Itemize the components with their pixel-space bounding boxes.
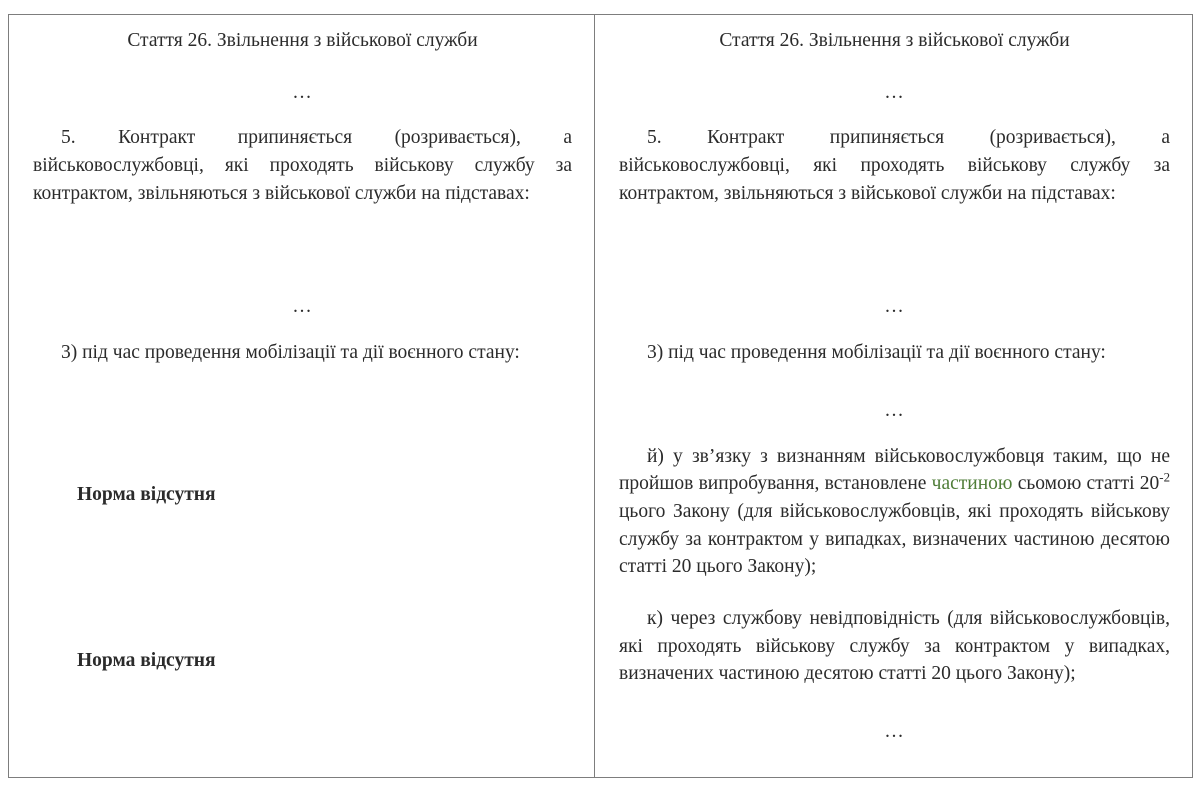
current-wording-content	[9, 15, 594, 777]
spacer	[33, 509, 572, 595]
left-norm-absent-1: Норма відсутня	[77, 483, 216, 505]
right-ellipsis-4: …	[884, 721, 905, 742]
spacer	[33, 207, 572, 293]
spacer	[619, 207, 1170, 293]
spacer	[619, 425, 1170, 443]
item-y-text-after-link-2: цього Закону (для військовослужбовців, які проходять військову службу за контрактом у випадках, визначених частиною десятою статті 20 цього Закону);	[619, 500, 1170, 578]
right-ellipsis-1: …	[884, 81, 905, 103]
spacer	[33, 106, 572, 124]
spacer	[33, 367, 572, 441]
right-ellipsis-2: …	[884, 296, 905, 318]
proposed-wording-content	[595, 15, 1192, 777]
right-item-k: к) через службову невідповідність (для військовослужбовців, які проходять військову службу за контрактом у випадках, визначених частиною десятою статті 20 цього Закону);	[619, 607, 1170, 685]
spacer	[619, 688, 1170, 718]
table-row	[9, 15, 1193, 778]
right-paragraph-5: 5. Контракт припиняється (розривається), а військовослужбовці, які проходять військову службу за контрактом, звільняються з військової служби на підставах:	[619, 127, 1170, 204]
spacer	[33, 321, 572, 339]
left-norm-absent-2: Норма відсутня	[77, 649, 216, 671]
item-y-text-after-link-1: сьомою статті 20	[1012, 473, 1160, 495]
table-cell-proposed-wording	[595, 15, 1193, 778]
left-ellipsis-2: …	[292, 296, 313, 318]
right-paragraph-3: 3) під час проведення мобілізації та дії воєнного стану:	[647, 342, 1106, 364]
spacer	[33, 441, 572, 481]
left-paragraph-3: 3) під час проведення мобілізації та дії воєнного стану:	[61, 342, 520, 364]
spacer	[619, 106, 1170, 124]
left-paragraph-5: 5. Контракт припиняється (розривається), а військовослужбовці, які проходять військову службу за контрактом, звільняються з військової служби на підставах:	[33, 127, 572, 204]
spacer	[619, 321, 1170, 339]
right-ellipsis-3: …	[884, 399, 905, 421]
table-cell-current-wording	[9, 15, 595, 778]
spacer	[619, 367, 1170, 397]
left-ellipsis-1: …	[292, 81, 313, 103]
right-item-y	[619, 443, 1170, 581]
spacer	[619, 55, 1170, 79]
spacer	[619, 581, 1170, 605]
left-article-heading: Стаття 26. Звільнення з військової служби	[127, 30, 478, 51]
spacer	[33, 55, 572, 79]
right-article-heading: Стаття 26. Звільнення з військової служби	[719, 30, 1070, 51]
spacer	[33, 595, 572, 647]
comparison-table	[8, 14, 1193, 778]
article-reference-link[interactable]: частиною	[931, 473, 1013, 495]
article-superscript: -2	[1159, 470, 1170, 485]
item-y-text-before-link: й) у зв’язку з визнанням військовослужбовця таким, що не пройшов випробування, встановлене	[619, 445, 1170, 495]
